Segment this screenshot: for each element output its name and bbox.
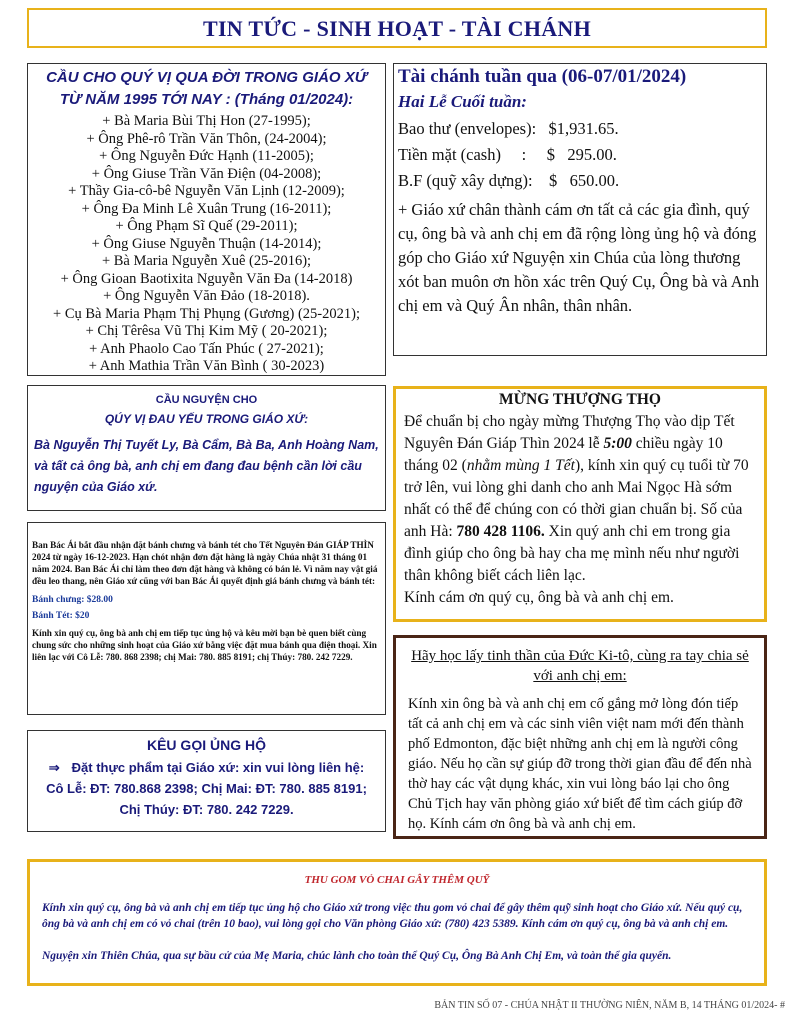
list-item: + Ông Giuse Nguyễn Thuận (14-2014); — [91, 235, 322, 252]
longevity-thanks: Kính cám ơn quý cụ, ông bà và anh chị em. — [404, 589, 674, 606]
list-item: + Chị Têrêsa Vũ Thị Kim Mỹ ( 20-2021); — [85, 323, 328, 339]
bottles-box — [27, 859, 767, 986]
memorial-title-line1: CẦU CHO QUÝ VỊ QUA ĐỜI TRONG GIÁO XỨ — [46, 69, 367, 86]
memorial-box — [27, 63, 386, 376]
longevity-text-d: Xin quý anh chi em trong gia đình giúp cho ông bà hay cha mẹ mình nếu như người thân không biết cách liên lạc. — [404, 523, 740, 584]
longevity-text-c: ), kính xin quý cụ tuổi từ 70 trở lên, vui lòng ghi danh cho anh Mai Ngọc Hà sớm nhất có thể để chúng con có thời gian chuẩn bị. Số của anh Hà: — [404, 457, 749, 540]
finance-subtitle: Hai Lễ Cuối tuần: — [398, 92, 527, 111]
list-item: + Ông Gioan Baotixita Nguyễn Văn Đa (14-2018) — [60, 270, 353, 287]
charity-outro: Kính xin quý cụ, ông bà anh chị em tiếp tục ủng hộ và kêu mời bạn bè quen biết cùng chung sức cho những sinh hoạt của Giáo xứ bằng việc đặt mua bánh qua điện thoại. Xin liên lạc với Cô Lễ: 780. 868 2398; chị Mai: 780. 885 8191; chị Thúy: 780. 242 7229. — [32, 628, 377, 662]
list-item: + Ông Đa Minh Lê Xuân Trung (16-2011); — [81, 200, 332, 217]
list-item: + Bà Maria Nguyễn Xuê (25-2016); — [101, 253, 312, 269]
bottles-blessing: Nguyện xin Thiên Chúa, qua sự bầu cử của Mẹ Maria, chúc lành cho toàn thể Quý Cụ, Ông Bà Anh Chị Em, và toàn thể gia quyến. — [42, 950, 672, 962]
longevity-time: 5:00 — [603, 435, 632, 452]
list-item: + Cụ Bà Maria Phạm Thị Phụng (Gương) (25-2021); — [53, 305, 360, 322]
list-item: + Ông Nguyễn Văn Đảo (18-2018). — [103, 288, 310, 304]
memorial-title-line2: TỪ NĂM 1995 TỚI NAY : (Tháng 01/2024): — [59, 91, 354, 108]
spirit-body: Kính xin ông bà và anh chị em cố gắng mở lòng đón tiếp tất cả anh chị em và các sinh viên việt nam mới đến thành phố Edmonton, đặc biệt những anh chị em là người công giáo. Nếu họ cần sự giúp đỡ trong thời gian đầu để đến nhà thờ hay các vật dụng khác, xin vui lòng báo lại cho ông Chủ Tịch hay văn phòng giáo xứ biết để tìm cách giúp đỡ họ. Kính cám ơn ông bà và anh chị em. — [408, 696, 752, 832]
finance-row-envelopes: Bao thư (envelopes): $1,931.65. — [398, 119, 619, 138]
charity-price-banh-chung: Bánh chưng: $28.00 — [32, 595, 113, 605]
spirit-title: Hãy học lấy tinh thần của Đức Ki-tô, cùng ra tay chia sẻ với anh chị em: — [411, 648, 749, 684]
bottles-body: Kính xin quý cụ, ông bà và anh chị em tiếp tục ủng hộ cho Giáo xứ trong việc thu gom vỏ chai để gây thêm quỹ sinh hoạt cho Giáo xứ. Nếu quý cụ, ông bà và anh chị em có vỏ chai (trên 10 bao), vui lòng gọi cho Văn phòng Giáo xứ: (780) 423 5389. Kính cám ơn quý cụ, ông bà và anh chị em. — [42, 902, 743, 930]
page-header — [27, 8, 767, 48]
page-title: TIN TỨC - SINH HOẠT - TÀI CHÁNH — [202, 16, 592, 41]
longevity-title: MỪNG THƯỢNG THỌ — [499, 391, 661, 408]
page-footer: BẢN TIN SỐ 07 - CHÚA NHẬT II THƯỜNG NIÊN, NĂM B, 14 THÁNG 01/2024- # — [434, 1000, 785, 1011]
finance-row-building-fund: B.F (quỹ xây dựng): $ 650.00. — [398, 171, 620, 190]
call-support-title: KÊU GỌI ỦNG HỘ — [146, 737, 266, 753]
charity-price-banh-tet: Bánh Tét: $20 — [32, 611, 90, 621]
charity-box — [27, 522, 386, 715]
call-support-line3: Chị Thúy: ĐT: 780. 242 7229. — [119, 802, 294, 817]
list-item: + Ông Giuse Trần Văn Điện (04-2008); — [91, 165, 322, 182]
finance-box — [393, 63, 767, 356]
call-support-line1-text: Đặt thực phẩm tại Giáo xứ: xin vui lòng liên hệ: — [71, 760, 365, 775]
call-support-box — [27, 730, 386, 832]
longevity-body — [404, 411, 756, 587]
finance-title: Tài chánh tuần qua (06-07/01/2024) — [398, 66, 687, 87]
call-support-line1 — [28, 757, 385, 778]
memorial-list — [28, 113, 385, 376]
longevity-text-a: Để chuẩn bị cho ngày mừng Thượng Thọ vào dịp Tết Nguyên Đán Giáp Thìn 2024 lễ — [404, 413, 735, 452]
list-item: + Ông Nguyễn Đức Hạnh (11-2005); — [99, 148, 314, 164]
prayer-body: Bà Nguyễn Thị Tuyết Ly, Bà Cẩm, Bà Ba, Anh Hoàng Nam, và tất cả ông bà, anh chị em đang đau bệnh cần lời cầu nguyện của Giáo xứ. — [34, 438, 379, 494]
spirit-box — [393, 635, 767, 839]
longevity-box — [393, 386, 767, 622]
finance-row-cash: Tiền mặt (cash) : $ 295.00. — [398, 145, 617, 164]
longevity-text-b: chiều ngày 10 tháng 02 ( — [404, 435, 723, 474]
list-item: + Thầy Gia-cô-bê Nguyễn Văn Lịnh (12-2009); — [68, 183, 345, 199]
list-item: + Anh Phaolo Cao Tấn Phúc ( 27-2021); — [89, 340, 324, 357]
prayer-subtitle: QÚY VỊ ĐAU YẾU TRONG GIÁO XỨ: — [104, 412, 309, 426]
call-support-line2: Cô Lễ: ĐT: 780.868 2398; Chị Mai: ĐT: 780. 885 8191; — [46, 781, 367, 796]
arrow-icon: ⇒ — [48, 760, 60, 775]
list-item: + Anh Mathia Trần Văn Bình ( 30-2023) — [88, 358, 325, 374]
list-item: + Ông Phạm Sĩ Quế (29-2011); — [115, 218, 298, 234]
charity-intro: Ban Bác Ái bắt đầu nhận đặt bánh chưng và bánh tét cho Tết Nguyên Đán GIÁP THÌN 2024 từ ngày 16-12-2023. Hạn chót nhận đơn đặt hàng là ngày Chúa nhật 31 tháng 01 năm 2024. Ban Bác Ái chỉ làm theo đơn đặt hàng và không có bán lẻ. Vì năm nay vật giá đều leo thang, nên Giáo xứ cũng với ban Bác Ái quyết định giá bánh chưng và bánh tét: — [32, 540, 378, 586]
finance-thanks-note: + Giáo xứ chân thành cám ơn tất cả các gia đình, quý cụ, ông bà và anh chị em đã rộng lòng ủng hộ và đóng góp cho Giáo xứ Nguyện xin Chúa của lòng thương xót ban muôn ơn hồn xác trên Quý Cụ, Ông bà và Anh chị em và Quý Ân nhân, thân nhân. — [398, 200, 760, 315]
prayer-box — [27, 385, 386, 511]
list-item: + Bà Maria Bùi Thị Hon (27-1995); — [102, 113, 311, 129]
longevity-phone: 780 428 1106. — [456, 523, 545, 540]
bottles-title: THU GOM VỎ CHAI GÂY THÊM QUỸ — [304, 874, 490, 886]
prayer-title: CẦU NGUYỆN CHO — [155, 394, 258, 406]
list-item: + Ông Phê-rô Trần Văn Thôn, (24-2004); — [86, 130, 327, 147]
longevity-lunar-date: nhằm mùng 1 Tết — [466, 457, 575, 474]
